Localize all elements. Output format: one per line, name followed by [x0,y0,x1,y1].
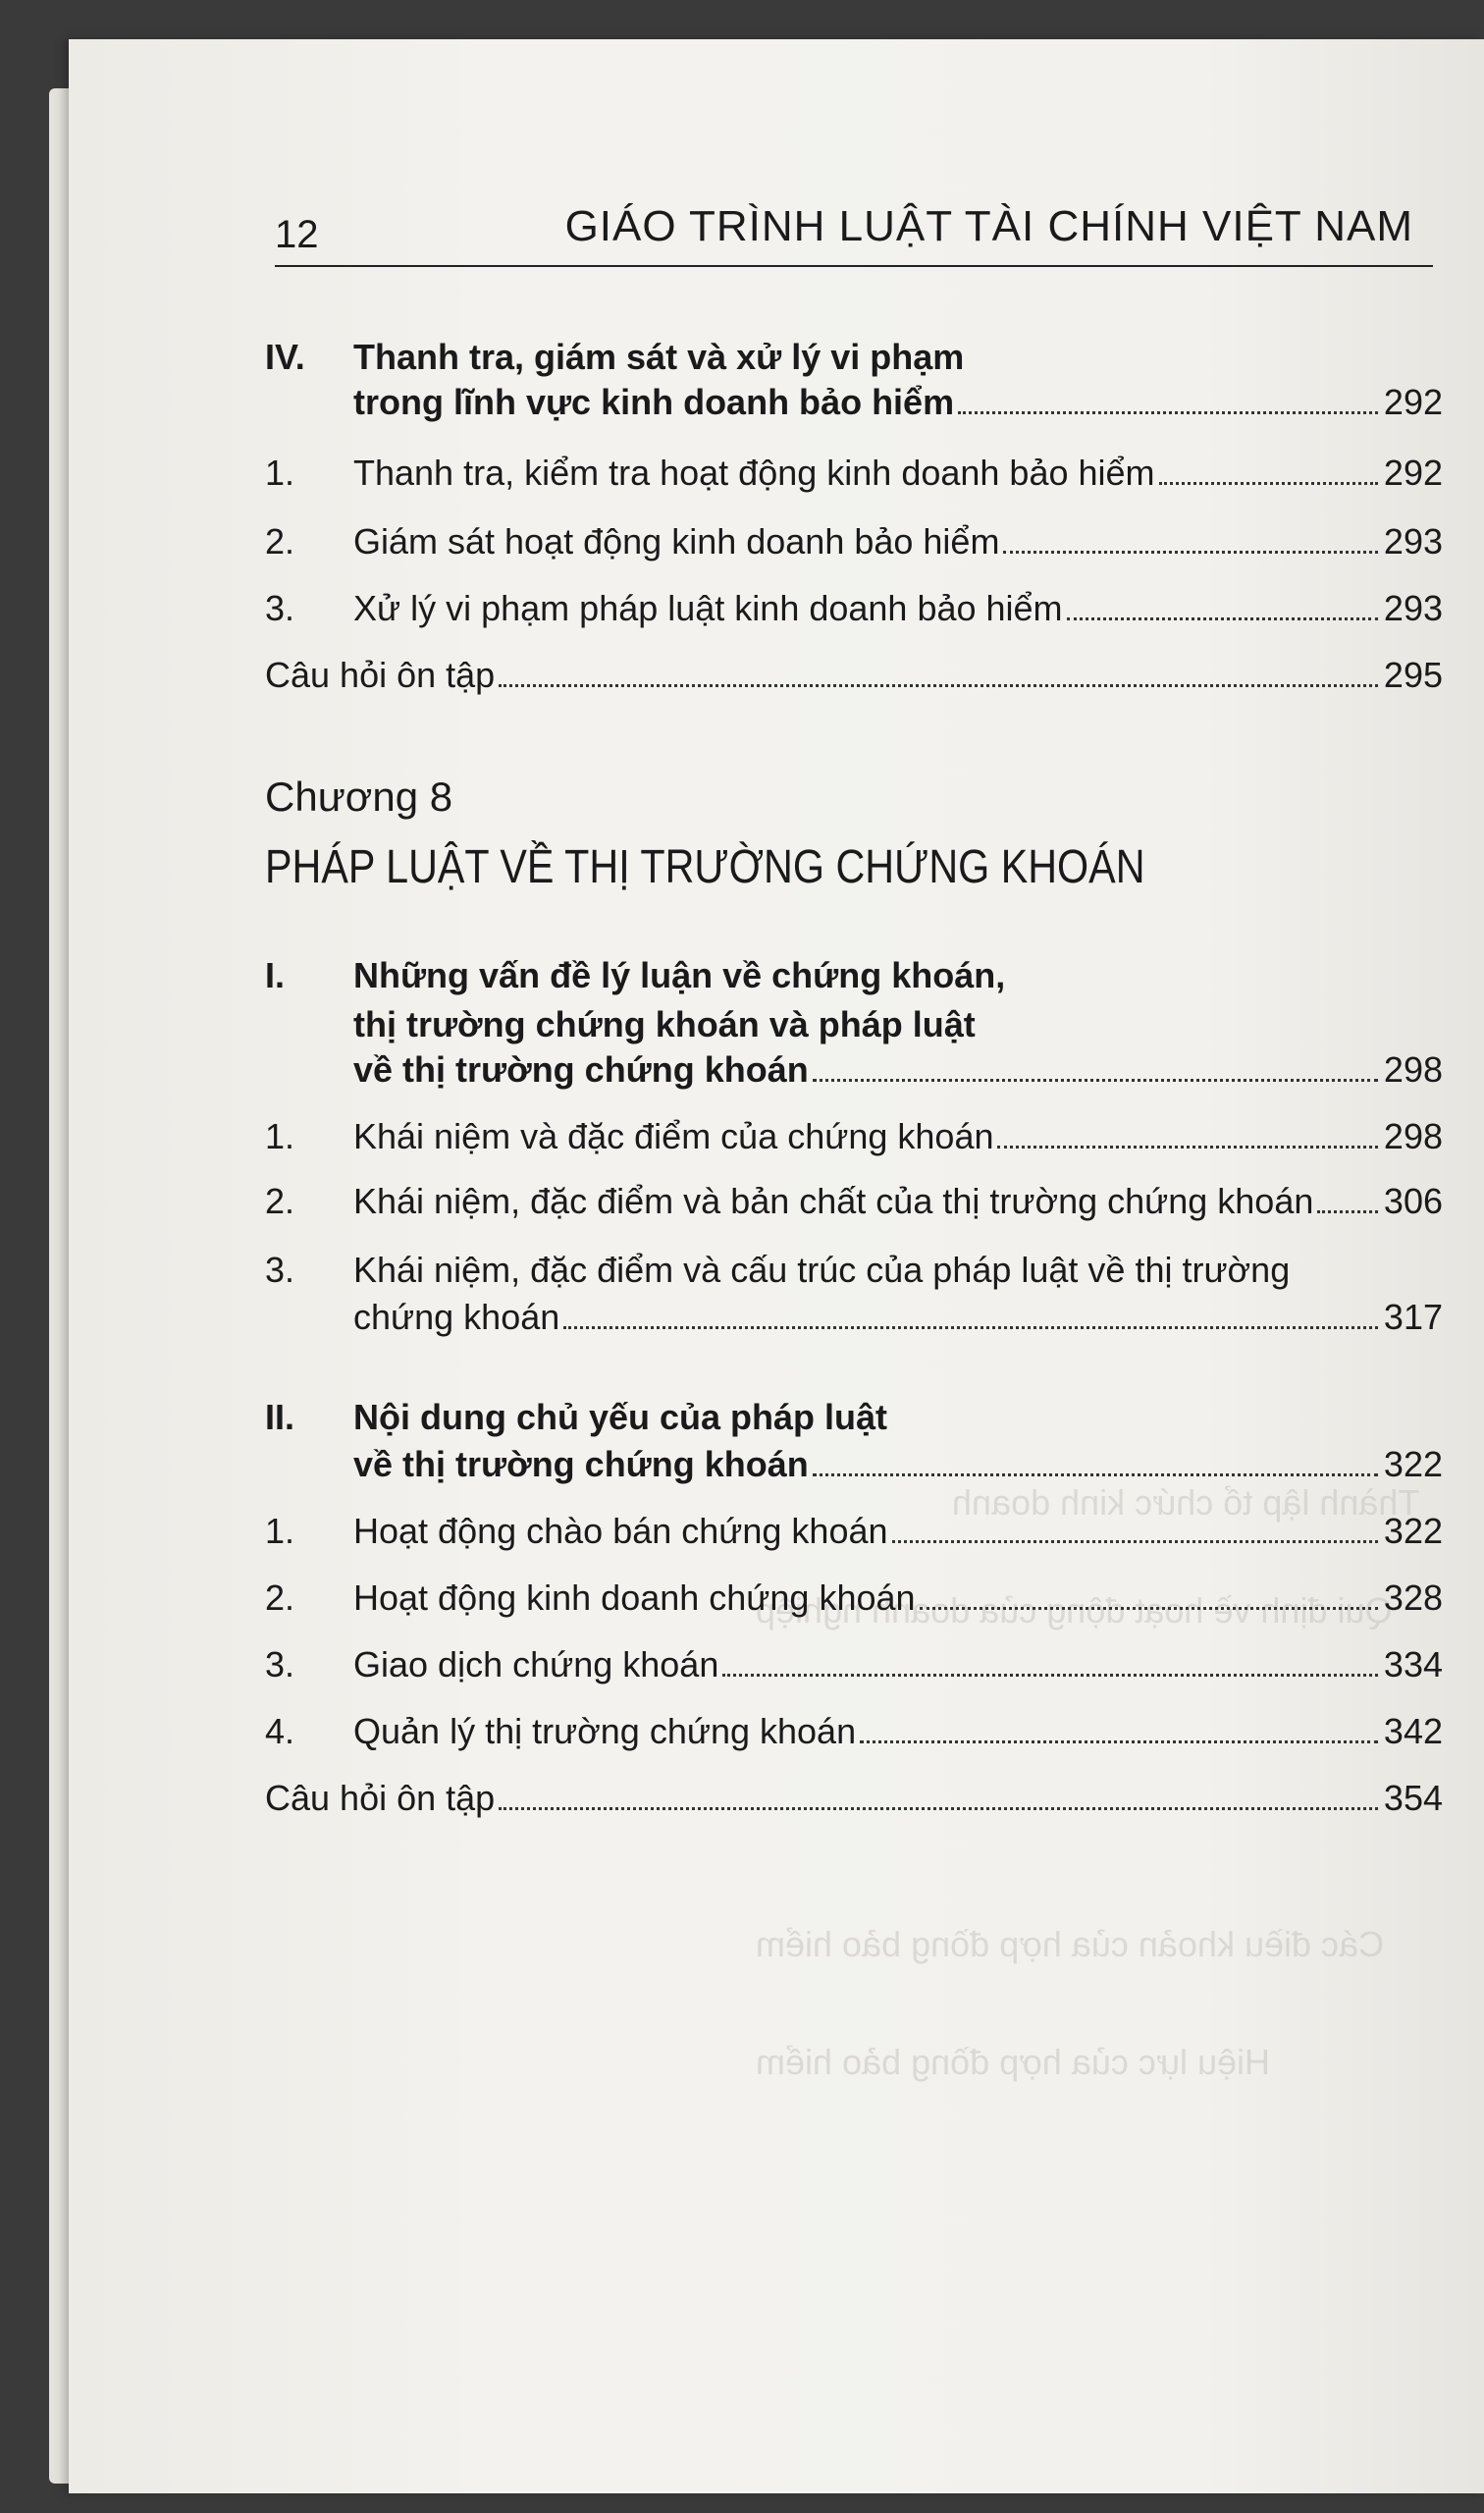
page-number: 12 [275,213,319,256]
leader-dots [1317,1210,1378,1213]
page-ref: 328 [1383,1577,1443,1618]
toc-review-entry[interactable] [265,1777,1443,1820]
toc-entry[interactable] [265,587,1443,630]
page-ref: 298 [1383,1049,1443,1090]
leader-dots [813,1079,1378,1082]
leader-dots [499,1807,1378,1810]
entry-number: 4. [265,1711,295,1751]
page-ref: 334 [1383,1644,1443,1684]
entry-title: Hoạt động chào bán chứng khoán [353,1511,888,1551]
section-number: IV. [265,337,305,377]
section-title-line: về thị trường chứng khoán [353,1444,809,1484]
page-ref: 322 [1383,1511,1443,1551]
page-ref: 295 [1383,655,1443,695]
bleed-through-text: Các điều khoản của hợp đồng bảo hiểm [756,1924,1385,1964]
leader-dots [860,1740,1378,1743]
toc-entry[interactable] [265,1115,1443,1158]
leader-dots [997,1146,1377,1149]
leader-dots [1067,617,1378,620]
leader-dots [563,1326,1378,1329]
entry-title-line: Khái niệm, đặc điểm và cấu trúc của pháp luật về thị trường [353,1250,1291,1290]
page-ref: 317 [1383,1297,1443,1337]
book-page [69,39,1484,2493]
entry-title: Quản lý thị trường chứng khoán [353,1711,857,1751]
entry-number: 2. [265,1577,295,1618]
toc-section-iv-line2[interactable] [265,381,1443,424]
entry-title: Giám sát hoạt động kinh doanh bảo hiểm [353,521,1000,561]
toc-entry[interactable] [265,1710,1443,1753]
toc-entry[interactable] [265,520,1443,563]
page-ref: 322 [1383,1444,1443,1484]
entry-title: Hoạt động kinh doanh chứng khoán [353,1577,916,1618]
entry-number: 1. [265,1511,295,1551]
page-ref: 306 [1383,1181,1443,1221]
toc-section-ii[interactable] [265,1394,1443,1441]
toc-section-ii-line2[interactable] [265,1443,1443,1486]
toc-section-iv[interactable] [265,334,1443,381]
leader-dots [813,1473,1378,1476]
entry-number: 2. [265,521,295,561]
entry-title-line: chứng khoán [353,1297,560,1337]
section-number: II. [265,1397,295,1437]
toc-entry[interactable] [265,1643,1443,1686]
entry-title: Xử lý vi phạm pháp luật kinh doanh bảo hiểm [353,588,1063,628]
entry-title: Khái niệm và đặc điểm của chứng khoán [353,1116,994,1156]
page-ref: 293 [1383,521,1443,561]
toc-section-i[interactable] [265,952,1443,999]
page-ref: 298 [1383,1116,1443,1156]
bleed-through-text: Thành lập tổ chức kinh doanh [952,1482,1420,1523]
toc-entry-line2[interactable] [265,1296,1443,1339]
leader-dots [1159,482,1378,485]
entry-title: Thanh tra, kiểm tra hoạt động kinh doanh bảo hiểm [353,453,1155,493]
section-title-line: Những vấn đề lý luận về chứng khoán, [353,955,1006,995]
section-title-line: trong lĩnh vực kinh doanh bảo hiểm [353,382,955,422]
leader-dots [722,1674,1378,1677]
entry-title: Khái niệm, đặc điểm và bản chất của thị trường chứng khoán [353,1181,1314,1221]
bleed-through-text: Qui định về hoạt động của doanh nghiệp [756,1590,1393,1631]
section-title-line: thị trường chứng khoán và pháp luật [353,1004,976,1044]
toc-entry[interactable] [265,1577,1443,1620]
entry-title: Câu hỏi ôn tập [265,1778,496,1818]
section-title-line: Nội dung chủ yếu của pháp luật [353,1397,888,1437]
toc-entry[interactable] [265,452,1443,495]
leader-dots [1003,551,1377,554]
toc-entry[interactable] [265,1180,1443,1223]
bleed-through-text: Hiệu lực của hợp đồng bảo hiểm [756,2042,1271,2082]
running-title: GIÁO TRÌNH LUẬT TÀI CHÍNH VIỆT NAM [564,202,1413,250]
toc-entry-multiline[interactable] [265,1247,1443,1294]
leader-dots [892,1540,1378,1543]
toc-section-i-line3[interactable] [265,1048,1443,1092]
page-ref: 354 [1383,1778,1443,1818]
entry-number: 1. [265,453,295,493]
page-ref: 342 [1383,1711,1443,1751]
toc-review-entry[interactable] [265,654,1443,697]
leader-dots [499,684,1378,687]
section-number: I. [265,955,286,995]
entry-number: 1. [265,1116,295,1156]
chapter-label: Chương 8 [265,774,453,820]
section-title-line: về thị trường chứng khoán [353,1049,809,1090]
page-header [275,187,1433,267]
entry-number: 2. [265,1181,295,1221]
page-ref: 292 [1383,382,1443,422]
entry-number: 3. [265,1644,295,1684]
page-ref: 292 [1383,453,1443,493]
leader-dots [958,411,1378,414]
entry-title: Câu hỏi ôn tập [265,655,496,695]
entry-number: 3. [265,588,295,628]
toc-entry[interactable] [265,1510,1443,1553]
section-title-line: Thanh tra, giám sát và xử lý vi phạm [353,337,965,377]
chapter-title: PHÁP LUẬT VỀ THỊ TRƯỜNG CHỨNG KHOÁN [265,841,1145,893]
entry-title: Giao dịch chứng khoán [353,1644,719,1684]
leader-dots [920,1607,1378,1610]
page-ref: 293 [1383,588,1443,628]
entry-number: 3. [265,1250,295,1290]
